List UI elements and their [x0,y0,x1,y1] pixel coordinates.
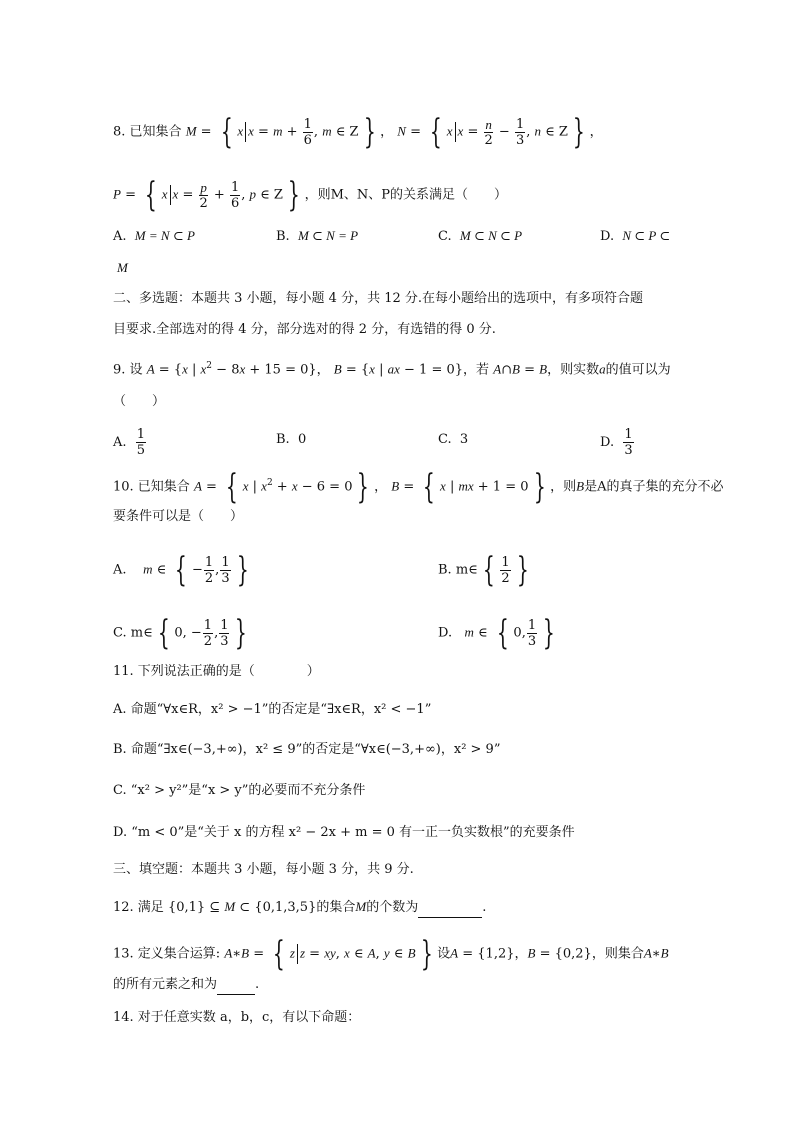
q8-option-a[interactable]: A. M = N ⊂ P [113,228,195,244]
q11-option-a[interactable]: A. 命题“∀x∈R，x² > −1”的否定是“∃x∈R，x² < −1” [113,702,432,717]
q11-label: 11. 下列说法正确的是（ ） [113,664,320,679]
q10-option-a[interactable]: A. m ∈ { − $\frac{1}{2}$ , $\frac{1}{3}$ } [113,550,249,590]
q8-option-d[interactable]: D. N ⊂ P ⊂ [600,228,671,244]
q8-option-d-wrap: M [117,260,128,275]
q10-option-d[interactable]: D. m ∈ { 0, $\frac{1}{3}$ } [438,613,555,653]
q12-answer-blank[interactable] [418,903,482,918]
q10-option-c[interactable]: C. m∈ { 0, − $\frac{1}{2}$ , $\frac{1}{3}$ } [113,613,248,653]
q8-tail: ，则M、N、P的关系满足（ ） [304,187,507,203]
q8-option-c[interactable]: C. M ⊂ N ⊂ P [438,228,523,244]
q11-option-d[interactable]: D. “m < 0”是“关于 x 的方程 x² − 2x + m = 0 有一正一负实数根”的充要条件 [113,825,575,840]
q9-option-a[interactable]: A. $\frac{1}{5}$ [113,427,146,458]
q11-option-c[interactable]: C. “x² > y²”是“x > y”的必要而不充分条件 [113,783,366,798]
section3-line: 三、填空题：本题共 3 小题，每小题 3 分，共 9 分. [113,862,414,877]
q8-M: M [185,123,197,139]
q13-line2: 的所有元素之和为 . [113,975,259,995]
q10-line2: 要条件可以是（ ） [113,509,244,524]
q9-option-b[interactable]: B. 0 [276,432,307,447]
section2-line1: 二、多选题：本题共 3 小题，每小题 4 分，共 12 分.在每小题给出的选项中，有多项符合题 [113,291,644,306]
q8-line2: P = { x x = $\frac{p}{2}$ + $\frac{1}{6}$ , p ∈ Z } ，则M、N、P的关系满足（ ） [113,175,507,215]
q9-paren: （ ） [113,394,166,409]
q8-label: 8. 已知集合 [113,124,182,140]
q9-option-d[interactable]: D. $\frac{1}{3}$ [600,427,633,458]
q9-line1: 9. 设 A = {x | $x^2 - 8x + 15 = 0$}， B = {x | ax − 1 = 0}，若 A∩B = B，则实数a的值可以为 [113,361,671,378]
q13-answer-blank[interactable] [217,980,255,995]
q14-label: 14. 对于任意实数 a，b，c，有以下命题： [113,1010,361,1025]
q11-option-b[interactable]: B. 命题“∃x∈(−3,+∞)，x² ≤ 9”的否定是“∀x∈(−3,+∞)，x² > 9” [113,742,501,757]
q10-option-b[interactable]: B. m∈ { $\frac{1}{2}$ } [438,550,529,590]
q9-option-c[interactable]: C. 3 [438,432,469,447]
q10-line1: 10. 已知集合 A = { x | $x^2 + x - 6 = 0$ } ， B = { x | mx + 1 = 0 } ，则B是A的真子集的充分不必 [113,467,724,507]
q8-line1: 8. 已知集合 M = { x x = m + $\frac{1}{6}$ , m ∈ Z } ， N = { x x = $\frac{n}{2}$ − $\frac{1}{3}$ , n ∈ Z } ， [113,112,603,152]
q13-line1: 13. 定义集合运算: A∗B = { z z = xy, x ∈ A, y ∈ B } 设A = {1,2}，B = {0,2}，则集合A∗B [113,934,669,974]
q12-line: 12. 满足 {0,1} ⊆ M ⊂ {0,1,3,5}的集合M的个数为 . [113,897,486,918]
q8-option-b[interactable]: B. M ⊂ N = P [276,228,359,244]
section2-line2: 目要求.全部选对的得 4 分，部分选对的得 2 分，有选错的得 0 分. [113,322,496,337]
